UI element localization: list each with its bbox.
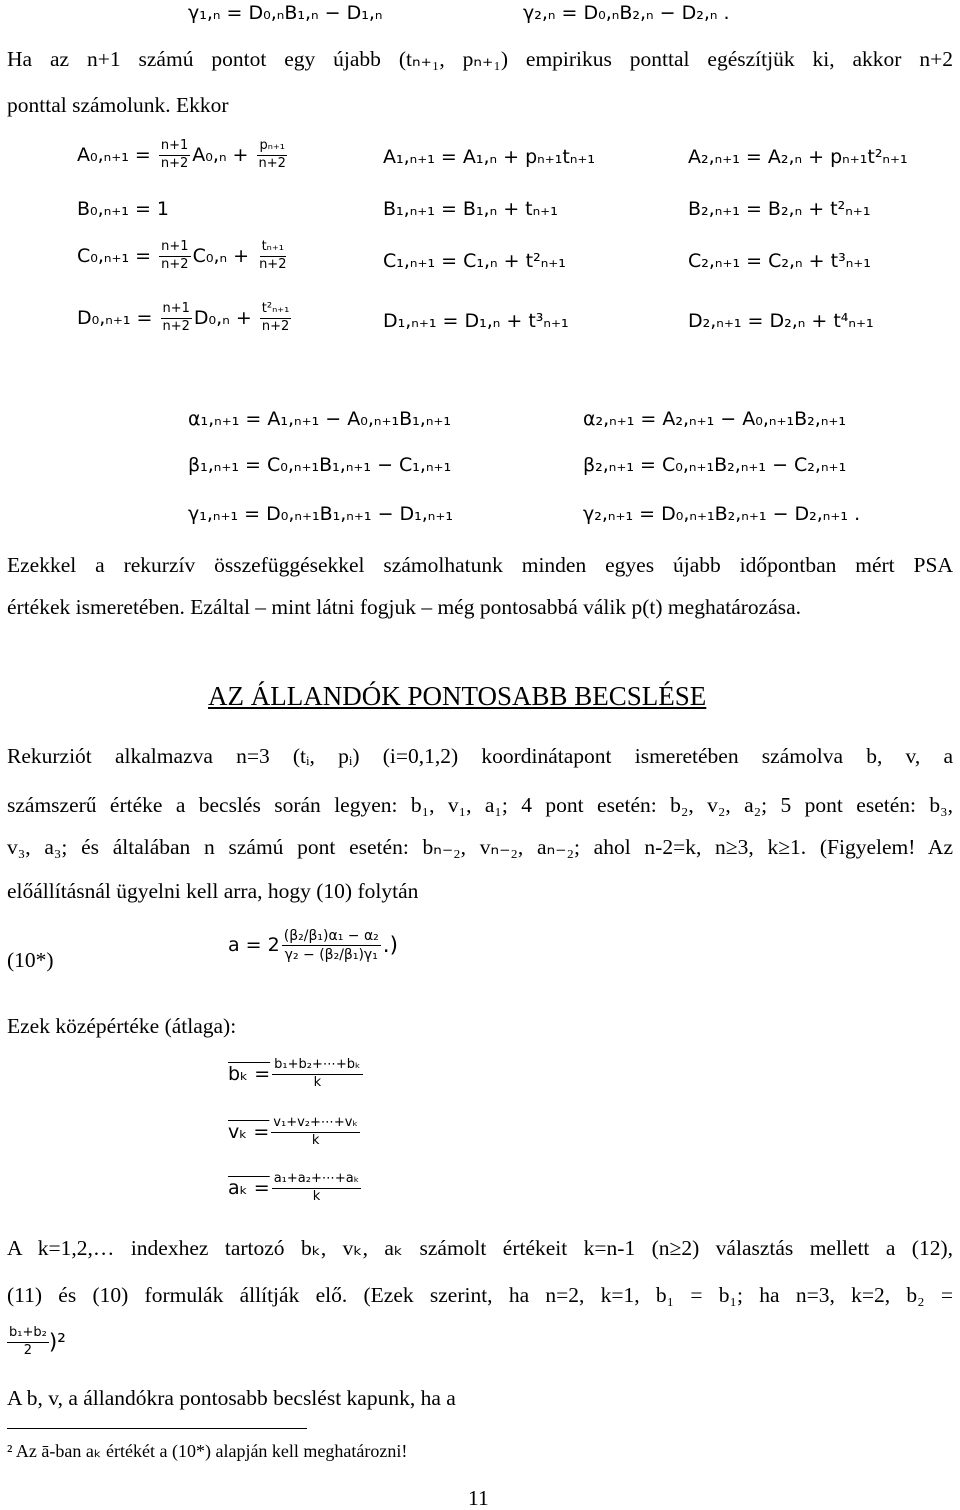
eq-alpha2: α₂,ₙ₊₁ = A₂,ₙ₊₁ − A₀,ₙ₊₁B₂,ₙ₊₁ [583,408,847,430]
paragraph-3-line-3: v₃, a₃; és általában n számú pont esetén: bₙ₋₂, vₙ₋₂, aₙ₋₂; ahol n-2=k, n≥3, k≥1. (Figyelem! Az [7,835,953,859]
formula-10: a = 2 (β₂/β₁)α₁ − α₂ γ₂ − (β₂/β₁)γ₁ .) [228,928,399,964]
eq-C2: C₂,ₙ₊₁ = C₂,ₙ + t³ₙ₊₁ [688,250,871,272]
section-heading: AZ ÁLLANDÓK PONTOSABB BECSLÉSE [208,681,707,711]
paragraph-4-line-2: (11) és (10) formulák állítják elő. (Ezek szerint, ha n=2, k=1, b₁ = b₁; ha n=3, k=2, b₂ = [7,1283,953,1307]
eq-A0: A₀,ₙ₊₁ = $\frac{n+1}{n+2}$ A₀,ₙ + $\frac{\text{pₙ₊₁}}{n+2}$ [77,138,286,171]
eq-alpha1: α₁,ₙ₊₁ = A₁,ₙ₊₁ − A₀,ₙ₊₁B₁,ₙ₊₁ [188,408,452,430]
means-intro: Ezek középértéke (átlaga): [7,1014,237,1038]
eq-B2: B₂,ₙ₊₁ = B₂,ₙ + t²ₙ₊₁ [688,198,871,220]
paragraph-3-line-2: számszerű értéke a becslés során legyen: b₁, v₁, a₁; 4 pont esetén: b₂, v₂, a₂; 5 pont esetén: b₃, [7,793,953,817]
paragraph-4-line-1: A k=1,2,… indexhez tartozó bₖ, vₖ, aₖ számolt értékeit k=n-1 (n≥2) választás mellett a (12), [7,1236,953,1260]
footnote-rule [7,1428,307,1429]
mean-v: vₖ = $\frac{\text{v₁+v₂+⋯+vₖ}}{k}$ [228,1115,359,1148]
page-number: 11 [468,1486,489,1510]
eq-gamma2-next: γ₂,ₙ₊₁ = D₀,ₙ₊₁B₂,ₙ₊₁ − D₂,ₙ₊₁ . [583,503,861,525]
paragraph-2-line-2: értékek ismeretében. Ezáltal – mint látni fogjuk – még pontosabbá válik p(t) meghatározása. [7,595,802,619]
eq-A2: A₂,ₙ₊₁ = A₂,ₙ + pₙ₊₁t²ₙ₊₁ [688,146,908,168]
eq-D2: D₂,ₙ₊₁ = D₂,ₙ + t⁴ₙ₊₁ [688,310,874,332]
gamma1-equation: γ₁,ₙ = D₀,ₙB₁,ₙ − D₁,ₙ [188,2,383,24]
eq-D0: D₀,ₙ₊₁ = $\frac{n+1}{n+2}$ D₀,ₙ + $\frac{\text{t²ₙ₊₁}}{n+2}$ [77,301,290,334]
eq-C0: C₀,ₙ₊₁ = $\frac{n+1}{n+2}$ C₀,ₙ + $\frac{\text{tₙ₊₁}}{n+2}$ [77,239,287,272]
eq-A1: A₁,ₙ₊₁ = A₁,ₙ + pₙ₊₁tₙ₊₁ [383,146,596,168]
paragraph-2-line-1: Ezekkel a rekurzív összefüggésekkel számolhatunk minden egyes újabb időpontban mért PSA [7,553,953,577]
eq-C1: C₁,ₙ₊₁ = C₁,ₙ + t²ₙ₊₁ [383,250,566,272]
paragraph-1-line-2: ponttal számolunk. Ekkor [7,93,229,117]
eq-B1: B₁,ₙ₊₁ = B₁,ₙ + tₙ₊₁ [383,198,558,220]
eq-D1: D₁,ₙ₊₁ = D₁,ₙ + t³ₙ₊₁ [383,310,569,332]
footnote: ² Az ā-ban aₖ értékét a (10*) alapján kell meghatározni! [7,1441,408,1461]
paragraph-4-line-3: b₁+b₂ 2 )² [9,1325,66,1358]
paragraph-5: A b, v, a állandókra pontosabb becslést kapunk, ha a [7,1386,456,1410]
paragraph-3-line-1: Rekurziót alkalmazva n=3 (tᵢ, pᵢ) (i=0,1,2) koordinátapont ismeretében számolva b, v, a [7,744,953,768]
paragraph-1-line-1: Ha az n+1 számú pontot egy újabb (tₙ₊₁, pₙ₊₁) empirikus ponttal egészítjük ki, akkor n+2 [7,47,953,71]
eq-B0: B₀,ₙ₊₁ = 1 [77,198,169,220]
mean-b: bₖ = $\frac{\text{b₁+b₂+⋯+bₖ}}{k}$ [228,1057,361,1090]
eq-gamma1-next: γ₁,ₙ₊₁ = D₀,ₙ₊₁B₁,ₙ₊₁ − D₁,ₙ₊₁ [188,503,454,525]
eq-beta1: β₁,ₙ₊₁ = C₀,ₙ₊₁B₁,ₙ₊₁ − C₁,ₙ₊₁ [188,454,452,476]
eq-beta2: β₂,ₙ₊₁ = C₀,ₙ₊₁B₂,ₙ₊₁ − C₂,ₙ₊₁ [583,454,847,476]
gamma2-equation: γ₂,ₙ = D₀,ₙB₂,ₙ − D₂,ₙ . [523,2,730,24]
formula-10-label: (10*) [7,948,54,972]
paragraph-3-line-4: előállításnál ügyelni kell arra, hogy (10) folytán [7,879,419,903]
mean-a: aₖ = $\frac{\text{a₁+a₂+⋯+aₖ}}{k}$ [228,1171,360,1204]
